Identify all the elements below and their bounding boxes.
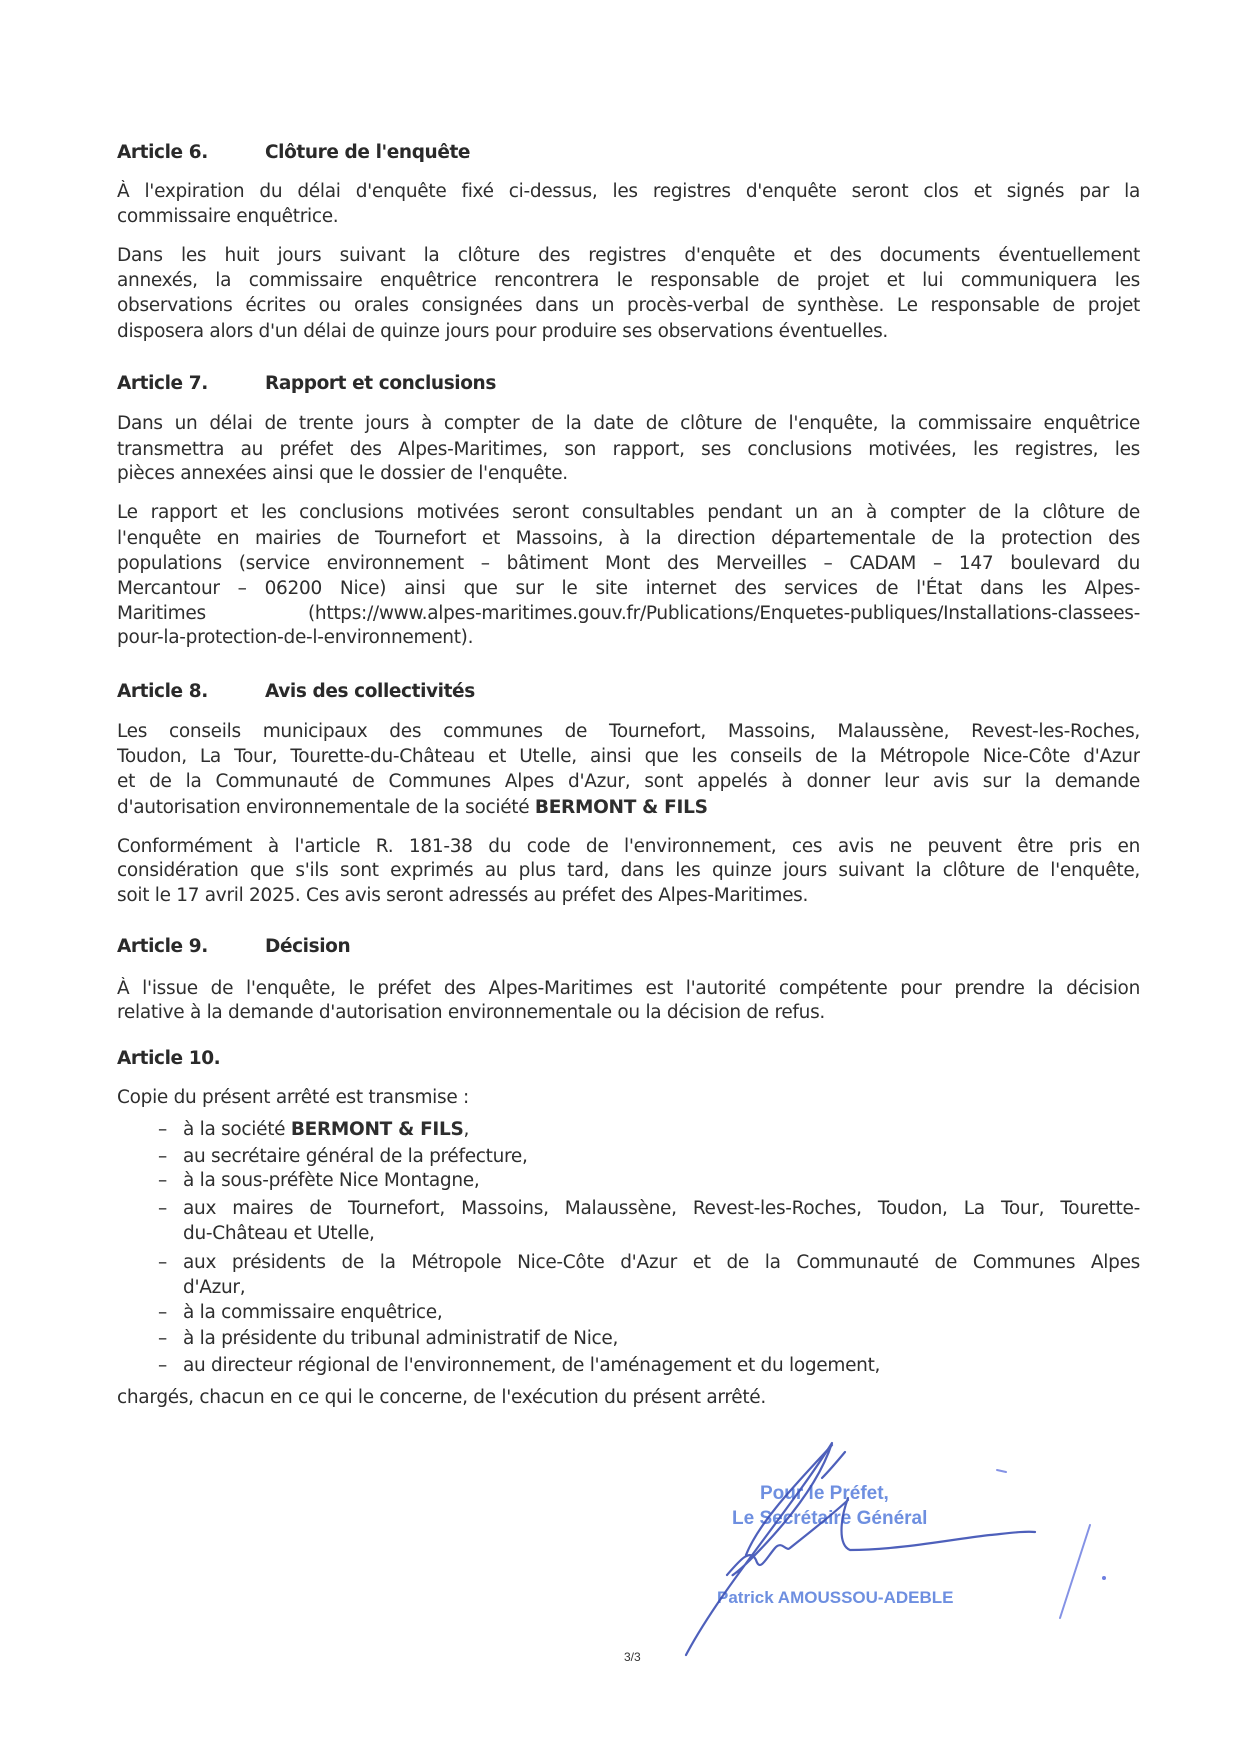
paragraph-line: commissaire enquêtrice. xyxy=(117,206,339,227)
paragraph-line: l'enquête en mairies de Tournefort et Massoins, à la direction départementale de la protection des xyxy=(117,528,1140,549)
stamp-line-1: Pour le Préfet, xyxy=(760,1483,889,1504)
list-item-continuation: du-Château et Utelle, xyxy=(183,1223,375,1244)
paragraph-line: À l'expiration du délai d'enquête fixé ci-dessus, les registres d'enquête seront clos et signés par la xyxy=(117,181,1140,202)
list-dash: – xyxy=(158,1328,168,1349)
paragraph-line: transmettra au préfet des Alpes-Maritimes, son rapport, ses conclusions motivées, les registres, les xyxy=(117,439,1140,460)
paragraph-line: Dans les huit jours suivant la clôture des registres d'enquête et des documents éventuellement xyxy=(117,245,1140,266)
list-item: aux présidents de la Métropole Nice-Côte d'Azur et de la Communauté de Communes Alpes xyxy=(183,1252,1140,1273)
paragraph-line: Mercantour – 06200 Nice) ainsi que sur le site internet des services de l'État dans les Alpes- xyxy=(117,578,1140,599)
paragraph-line: populations (service environnement – bâtiment Mont des Merveilles – CADAM – 147 boulevard du xyxy=(117,553,1140,574)
company-name: BERMONT & FILS xyxy=(534,797,708,818)
paragraph-line: observations écrites ou orales consignées dans un procès-verbal de synthèse. Le responsable de projet xyxy=(117,295,1140,316)
paragraph-line: pour-la-protection-de-l-environnement). xyxy=(117,627,474,648)
article-number: Article 6. xyxy=(117,142,208,163)
article-number: Article 10. xyxy=(117,1048,221,1069)
list-item: au directeur régional de l'environnement, de l'aménagement et du logement, xyxy=(183,1355,881,1376)
list-item: au secrétaire général de la préfecture, xyxy=(183,1146,528,1167)
article-title: Clôture de l'enquête xyxy=(265,142,471,163)
paragraph-line: disposera alors d'un délai de quinze jours pour produire ses observations éventuelles. xyxy=(117,321,889,342)
list-item: aux maires de Tournefort, Massoins, Malaussène, Revest-les-Roches, Toudon, La Tour, Tourette- xyxy=(183,1198,1140,1219)
paragraph-line: À l'issue de l'enquête, le préfet des Alpes-Maritimes est l'autorité compétente pour prendre la décision xyxy=(117,978,1140,999)
list-dash: – xyxy=(158,1170,168,1191)
article-title: Avis des collectivités xyxy=(265,681,475,702)
closing-sentence: chargés, chacun en ce qui le concerne, de l'exécution du présent arrêté. xyxy=(117,1387,766,1408)
list-dash: – xyxy=(158,1302,168,1323)
article-number: Article 9. xyxy=(117,936,208,957)
list-item: à la présidente du tribunal administratif de Nice, xyxy=(183,1328,619,1349)
list-dash: – xyxy=(158,1146,168,1167)
list-dash: – xyxy=(158,1119,168,1140)
list-item-continuation: d'Azur, xyxy=(183,1277,246,1298)
article-title: Rapport et conclusions xyxy=(265,373,496,394)
list-item: à la commissaire enquêtrice, xyxy=(183,1302,443,1323)
paragraph-line: Dans un délai de trente jours à compter de la date de clôture de l'enquête, la commissaire enquêtrice xyxy=(117,413,1140,434)
list-dash: – xyxy=(158,1252,168,1273)
article-number: Article 7. xyxy=(117,373,208,394)
paragraph-line: pièces annexées ainsi que le dossier de l'enquête. xyxy=(117,463,568,484)
article-title: Décision xyxy=(265,936,351,957)
paragraph-line: considération que s'ils sont exprimés au plus tard, dans les quinze jours suivant la clôture de l'enquête, xyxy=(117,860,1140,881)
paragraph-line: soit le 17 avril 2025. Ces avis seront adressés au préfet des Alpes-Maritimes. xyxy=(117,885,809,906)
text: à la société xyxy=(183,1119,291,1140)
paragraph-line: Conformément à l'article R. 181-38 du code de l'environnement, ces avis ne peuvent être pris en xyxy=(117,836,1140,857)
paragraph-line: annexés, la commissaire enquêtrice rencontrera le responsable de projet et lui communiquera les xyxy=(117,270,1140,291)
paragraph-line: Toudon, La Tour, Tourette-du-Château et Utelle, ainsi que les conseils de la Métropole Nice-Côte d'Azur xyxy=(117,746,1140,767)
recipients-intro: Copie du présent arrêté est transmise : xyxy=(117,1087,469,1108)
paragraph-line: Le rapport et les conclusions motivées seront consultables pendant un an à compter de la clôture de xyxy=(117,502,1140,523)
article-number: Article 8. xyxy=(117,681,208,702)
signatory-name: Patrick AMOUSSOU-ADEBLE xyxy=(717,1588,954,1607)
company-name: BERMONT & FILS xyxy=(290,1119,464,1140)
text: , xyxy=(463,1119,470,1140)
paragraph-line: Les conseils municipaux des communes de Tournefort, Massoins, Malaussène, Revest-les-Roches, xyxy=(117,721,1140,742)
paragraph-line: Maritimes (https://www.alpes-maritimes.gouv.fr/Publications/Enquetes-publiques/Installations-classees- xyxy=(117,603,1140,624)
list-dash: – xyxy=(158,1355,168,1376)
list-item: à la sous-préfète Nice Montagne, xyxy=(183,1170,480,1191)
stamp-line-2: Le Secrétaire Général xyxy=(732,1508,928,1529)
list-dash: – xyxy=(158,1198,168,1219)
paragraph-line: relative à la demande d'autorisation environnementale ou la décision de refus. xyxy=(117,1002,825,1023)
paragraph-line: et de la Communauté de Communes Alpes d'Azur, sont appelés à donner leur avis sur la demande xyxy=(117,771,1140,792)
text: d'autorisation environnementale de la société xyxy=(117,797,530,818)
page-number: 3/3 xyxy=(624,1650,641,1664)
